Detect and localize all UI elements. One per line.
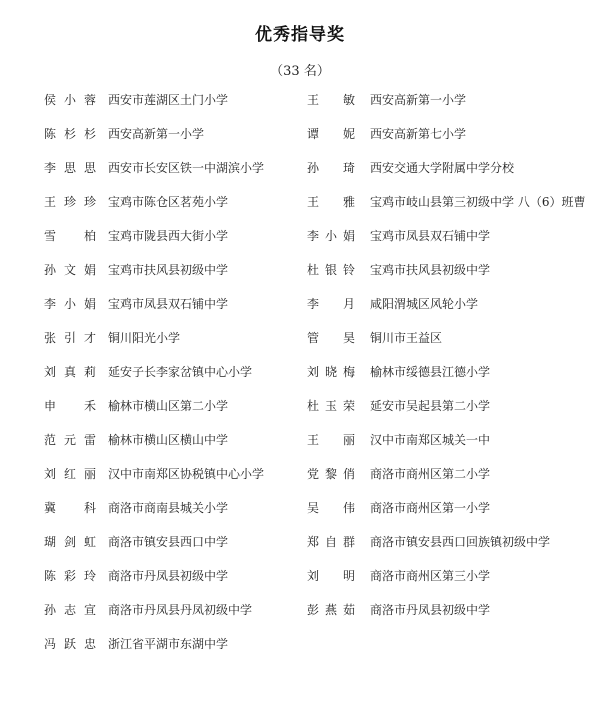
teacher-name: 杜玉荣 (307, 399, 355, 413)
list-row (0, 158, 600, 192)
school-name: 商洛市丹凤县初级中学 (370, 603, 491, 617)
teacher-name: 王 丽 (307, 433, 355, 447)
teacher-name: 王珍珍 (44, 195, 96, 209)
school-name: 宝鸡市凤县双石铺中学 (370, 229, 491, 243)
teacher-name: 管 昊 (307, 331, 355, 345)
list-row (0, 464, 600, 498)
school-name: 宝鸡市扶风县初级中学 (108, 263, 229, 277)
teacher-name: 彭燕茹 (307, 603, 355, 617)
list-row (0, 294, 600, 328)
school-name: 宝鸡市凤县双石铺中学 (108, 297, 229, 311)
award-list (0, 90, 600, 668)
teacher-name: 王 雅 (307, 195, 355, 209)
school-name: 延安市吴起县第二小学 (370, 399, 491, 413)
teacher-name: 谭 妮 (307, 127, 355, 141)
list-row (0, 90, 600, 124)
school-name: 浙江省平湖市东湖中学 (108, 637, 229, 651)
teacher-name: 刘晓梅 (307, 365, 355, 379)
school-name: 商洛市镇安县西口回族镇初级中学 (370, 535, 551, 549)
teacher-name: 李小娟 (307, 229, 355, 243)
teacher-name: 刘红丽 (44, 467, 96, 481)
school-name: 西安交通大学附属中学分校 (370, 161, 515, 175)
teacher-name: 刘真莉 (44, 365, 96, 379)
school-name: 西安高新第一小学 (108, 127, 205, 141)
teacher-name: 范元雷 (44, 433, 96, 447)
list-row (0, 226, 600, 260)
school-name: 汉中市南郑区城关一中 (370, 433, 491, 447)
teacher-name: 李小娟 (44, 297, 96, 311)
school-name: 商洛市商州区第三小学 (370, 569, 491, 583)
teacher-name: 杜银铃 (307, 263, 355, 277)
school-name: 宝鸡市扶风县初级中学 (370, 263, 491, 277)
school-name: 商洛市丹凤县初级中学 (108, 569, 229, 583)
school-name: 西安高新第一小学 (370, 93, 467, 107)
teacher-name: 冀 科 (44, 501, 96, 515)
school-name: 铜川市王益区 (370, 331, 443, 345)
list-row (0, 634, 600, 668)
school-name: 铜川阳光小学 (108, 331, 181, 345)
teacher-name: 孙文娟 (44, 263, 96, 277)
school-name: 商洛市商南县城关小学 (108, 501, 229, 515)
school-name: 咸阳渭城区风轮小学 (370, 297, 479, 311)
school-name: 榆林市横山区横山中学 (108, 433, 229, 447)
list-row (0, 124, 600, 158)
page-title: 优秀指导奖 (255, 25, 345, 45)
list-row (0, 600, 600, 634)
school-name: 宝鸡市陈仓区茗苑小学 (108, 195, 229, 209)
teacher-name: 孙 琦 (307, 161, 355, 175)
school-name: 延安子长李家岔镇中心小学 (108, 365, 253, 379)
teacher-name: 王 敏 (307, 93, 355, 107)
school-name: 商洛市商州区第二小学 (370, 467, 491, 481)
teacher-name: 孙志宣 (44, 603, 96, 617)
school-name: 汉中市南郑区协税镇中心小学 (108, 467, 265, 481)
school-name: 榆林市绥德县江德小学 (370, 365, 491, 379)
teacher-name: 李 月 (307, 297, 355, 311)
list-row (0, 192, 600, 226)
school-name: 西安市长安区铁一中湖滨小学 (108, 161, 265, 175)
teacher-name: 张引才 (44, 331, 96, 345)
school-name: 西安市莲湖区土门小学 (108, 93, 229, 107)
teacher-name: 党黎俏 (307, 467, 355, 481)
teacher-name: 郑自群 (307, 535, 355, 549)
teacher-name: 吴 伟 (307, 501, 355, 515)
list-row (0, 498, 600, 532)
teacher-name: 雪柏 (44, 229, 96, 243)
teacher-name: 陈彩玲 (44, 569, 96, 583)
school-name: 榆林市横山区第二小学 (108, 399, 229, 413)
teacher-name: 陈杉杉 (44, 127, 96, 141)
school-name: 西安高新第七小学 (370, 127, 467, 141)
teacher-name: 申 禾 (44, 399, 96, 413)
list-row (0, 430, 600, 464)
list-row (0, 396, 600, 430)
school-name: 宝鸡市陇县西大街小学 (108, 229, 229, 243)
teacher-name: 李思思 (44, 161, 96, 175)
school-name: 宝鸡市岐山县第三初级中学 八（6）班曹 (370, 195, 586, 209)
school-name: 商洛市镇安县西口中学 (108, 535, 229, 549)
list-row (0, 532, 600, 566)
teacher-name: 刘 明 (307, 569, 355, 583)
school-name: 商洛市丹凤县丹凤初级中学 (108, 603, 253, 617)
school-name: 商洛市商州区第一小学 (370, 501, 491, 515)
teacher-name: 冯跃忠 (44, 637, 96, 651)
award-count: （33 名） (270, 64, 330, 79)
list-row (0, 362, 600, 396)
list-row (0, 328, 600, 362)
teacher-name: 侯小蓉 (44, 93, 96, 107)
list-row (0, 260, 600, 294)
list-row (0, 566, 600, 600)
teacher-name: 瑚剑虹 (44, 535, 96, 549)
